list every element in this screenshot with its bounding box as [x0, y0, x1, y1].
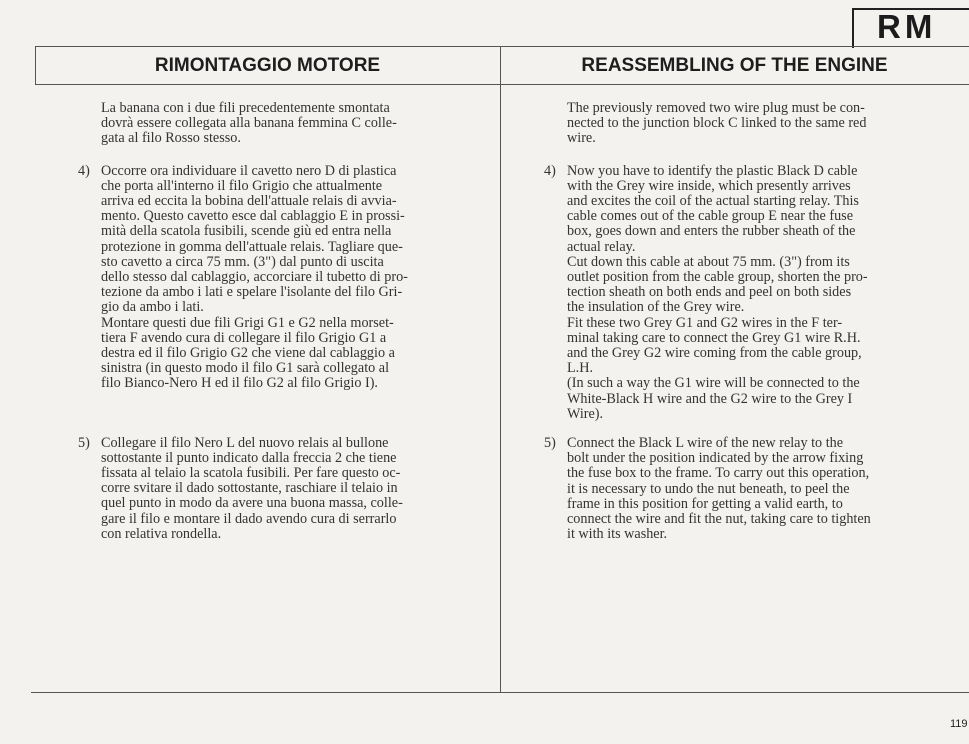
text-line: dello stesso dal cablaggio, accorciare il tubetto di pro-: [101, 269, 408, 286]
text-line: Cut down this cable at about 75 mm. (3") from its: [567, 253, 850, 270]
text-line: gata al filo Rosso stesso.: [101, 130, 241, 147]
text-line: and excites the coil of the actual starting relay. This: [567, 193, 859, 210]
english-heading: REASSEMBLING OF THE ENGINE: [581, 55, 888, 76]
english-step-5: [544, 436, 932, 542]
text-line: gare il filo e montare il dado avendo cura di serrarlo: [101, 510, 397, 527]
text-line: gio da ambo i lati.: [101, 299, 204, 316]
step-number: 5): [544, 435, 556, 452]
text-line: the insulation of the Grey wire.: [567, 299, 745, 316]
text-line: L.H.: [567, 360, 594, 377]
italian-heading: RIMONTAGGIO MOTORE: [154, 55, 381, 76]
text-line: Wire).: [567, 405, 604, 422]
text-line: quel punto in modo da avere una buona massa, colle-: [101, 495, 403, 512]
step-number: 4): [78, 162, 90, 179]
text-line: Connect the Black L wire of the new relay to the: [567, 435, 844, 452]
text-line: and the Grey G2 wire coming from the cable group,: [567, 345, 862, 362]
text-line: outlet position from the cable group, shorten the pro-: [567, 269, 868, 286]
text-line: Now you have to identify the plastic Black D cable: [567, 162, 858, 179]
section-tab-label: RM: [877, 8, 937, 45]
text-line: nected to the junction block C linked to the same red: [567, 115, 867, 132]
text-line: frame in this position for getting a valid earth, to: [567, 495, 843, 512]
bottom-rule: [31, 692, 969, 693]
english-step-4: [544, 164, 932, 422]
text-line: protezione in gomma dell'attuale relais. Tagliare que-: [101, 238, 403, 255]
text-line: Occorre ora individuare il cavetto nero D di plastica: [101, 162, 397, 179]
italian-step-5: [78, 436, 460, 542]
column-divider: [500, 46, 501, 692]
text-line: destra ed il filo Grigio G2 che viene dal cablaggio a: [101, 345, 395, 362]
text-line: The previously removed two wire plug must be con-: [567, 100, 865, 116]
text-line: box, goes down and enters the rubber sheath of the: [567, 223, 856, 240]
text-line: dovrà essere collegata alla banana femmina C colle-: [101, 115, 397, 132]
text-line: che porta all'interno il filo Grigio che attualmente: [101, 177, 383, 194]
step-number: 5): [78, 434, 90, 451]
english-column: [544, 101, 932, 542]
text-line: mità della scatola fusibili, scende giù ed entra nella: [101, 223, 392, 240]
italian-intro: [78, 101, 460, 147]
text-line: tiera F avendo cura di collegare il filo Grigio G1 a: [101, 329, 387, 346]
text-line: it is necessary to undo the nut beneath, to peel the: [567, 480, 850, 497]
text-line: arriva ed eccita la bobina dell'attuale relais di avvia-: [101, 193, 397, 210]
text-line: mento. Questo cavetto esce dal cablaggio E in prossi-: [101, 208, 405, 225]
text-line: actual relay.: [567, 238, 636, 255]
text-line: the fuse box to the frame. To carry out this operation,: [567, 465, 870, 482]
text-line: corre svitare il dado sottostante, raschiare il telaio in: [101, 480, 398, 497]
text-line: connect the wire and fit the nut, taking care to tighten: [567, 511, 871, 528]
text-line: wire.: [567, 130, 596, 147]
text-line: sto cavetto a circa 75 mm. (3") dal punto di uscita: [101, 253, 384, 270]
text-line: Montare questi due fili Grigi G1 e G2 nella morset-: [101, 314, 394, 331]
top-rule: [35, 46, 969, 47]
text-line: Collegare il filo Nero L del nuovo relais al bullone: [101, 434, 389, 451]
english-intro: [544, 101, 932, 147]
page-number: 119: [950, 718, 968, 730]
text-line: (In such a way the G1 wire will be connected to the: [567, 375, 860, 392]
text-line: filo Bianco-Nero H ed il filo G2 al filo Grigio I).: [101, 375, 378, 392]
text-line: with the Grey wire inside, which presently arrives: [567, 177, 851, 194]
text-line: sinistra (in questo modo il filo G1 sarà collegato al: [101, 360, 390, 377]
text-line: Fit these two Grey G1 and G2 wires in the F ter-: [567, 314, 843, 331]
text-line: La banana con i due fili precedentemente smontata: [101, 100, 390, 116]
text-line: fissata al telaio la scatola fusibili. Per fare questo oc-: [101, 465, 401, 482]
text-line: it with its washer.: [567, 526, 668, 543]
text-line: sottostante il punto indicato dalla freccia 2 che tiene: [101, 449, 397, 466]
text-line: bolt under the position indicated by the arrow fixing: [567, 450, 864, 467]
text-line: con relativa rondella.: [101, 525, 222, 542]
heading-rule: [35, 84, 969, 85]
italian-column: [78, 101, 460, 542]
text-line: minal taking care to connect the Grey G1 wire R.H.: [567, 329, 861, 346]
text-line: tection sheath on both ends and peel on both sides: [567, 284, 852, 301]
text-line: cable comes out of the cable group E near the fuse: [567, 208, 853, 225]
italian-step-4: [78, 164, 460, 392]
text-line: White-Black H wire and the G2 wire to the Grey I: [567, 390, 853, 407]
text-line: tezione da ambo i lati e spelare l'isolante del filo Gri-: [101, 284, 403, 301]
step-number: 4): [544, 162, 556, 179]
